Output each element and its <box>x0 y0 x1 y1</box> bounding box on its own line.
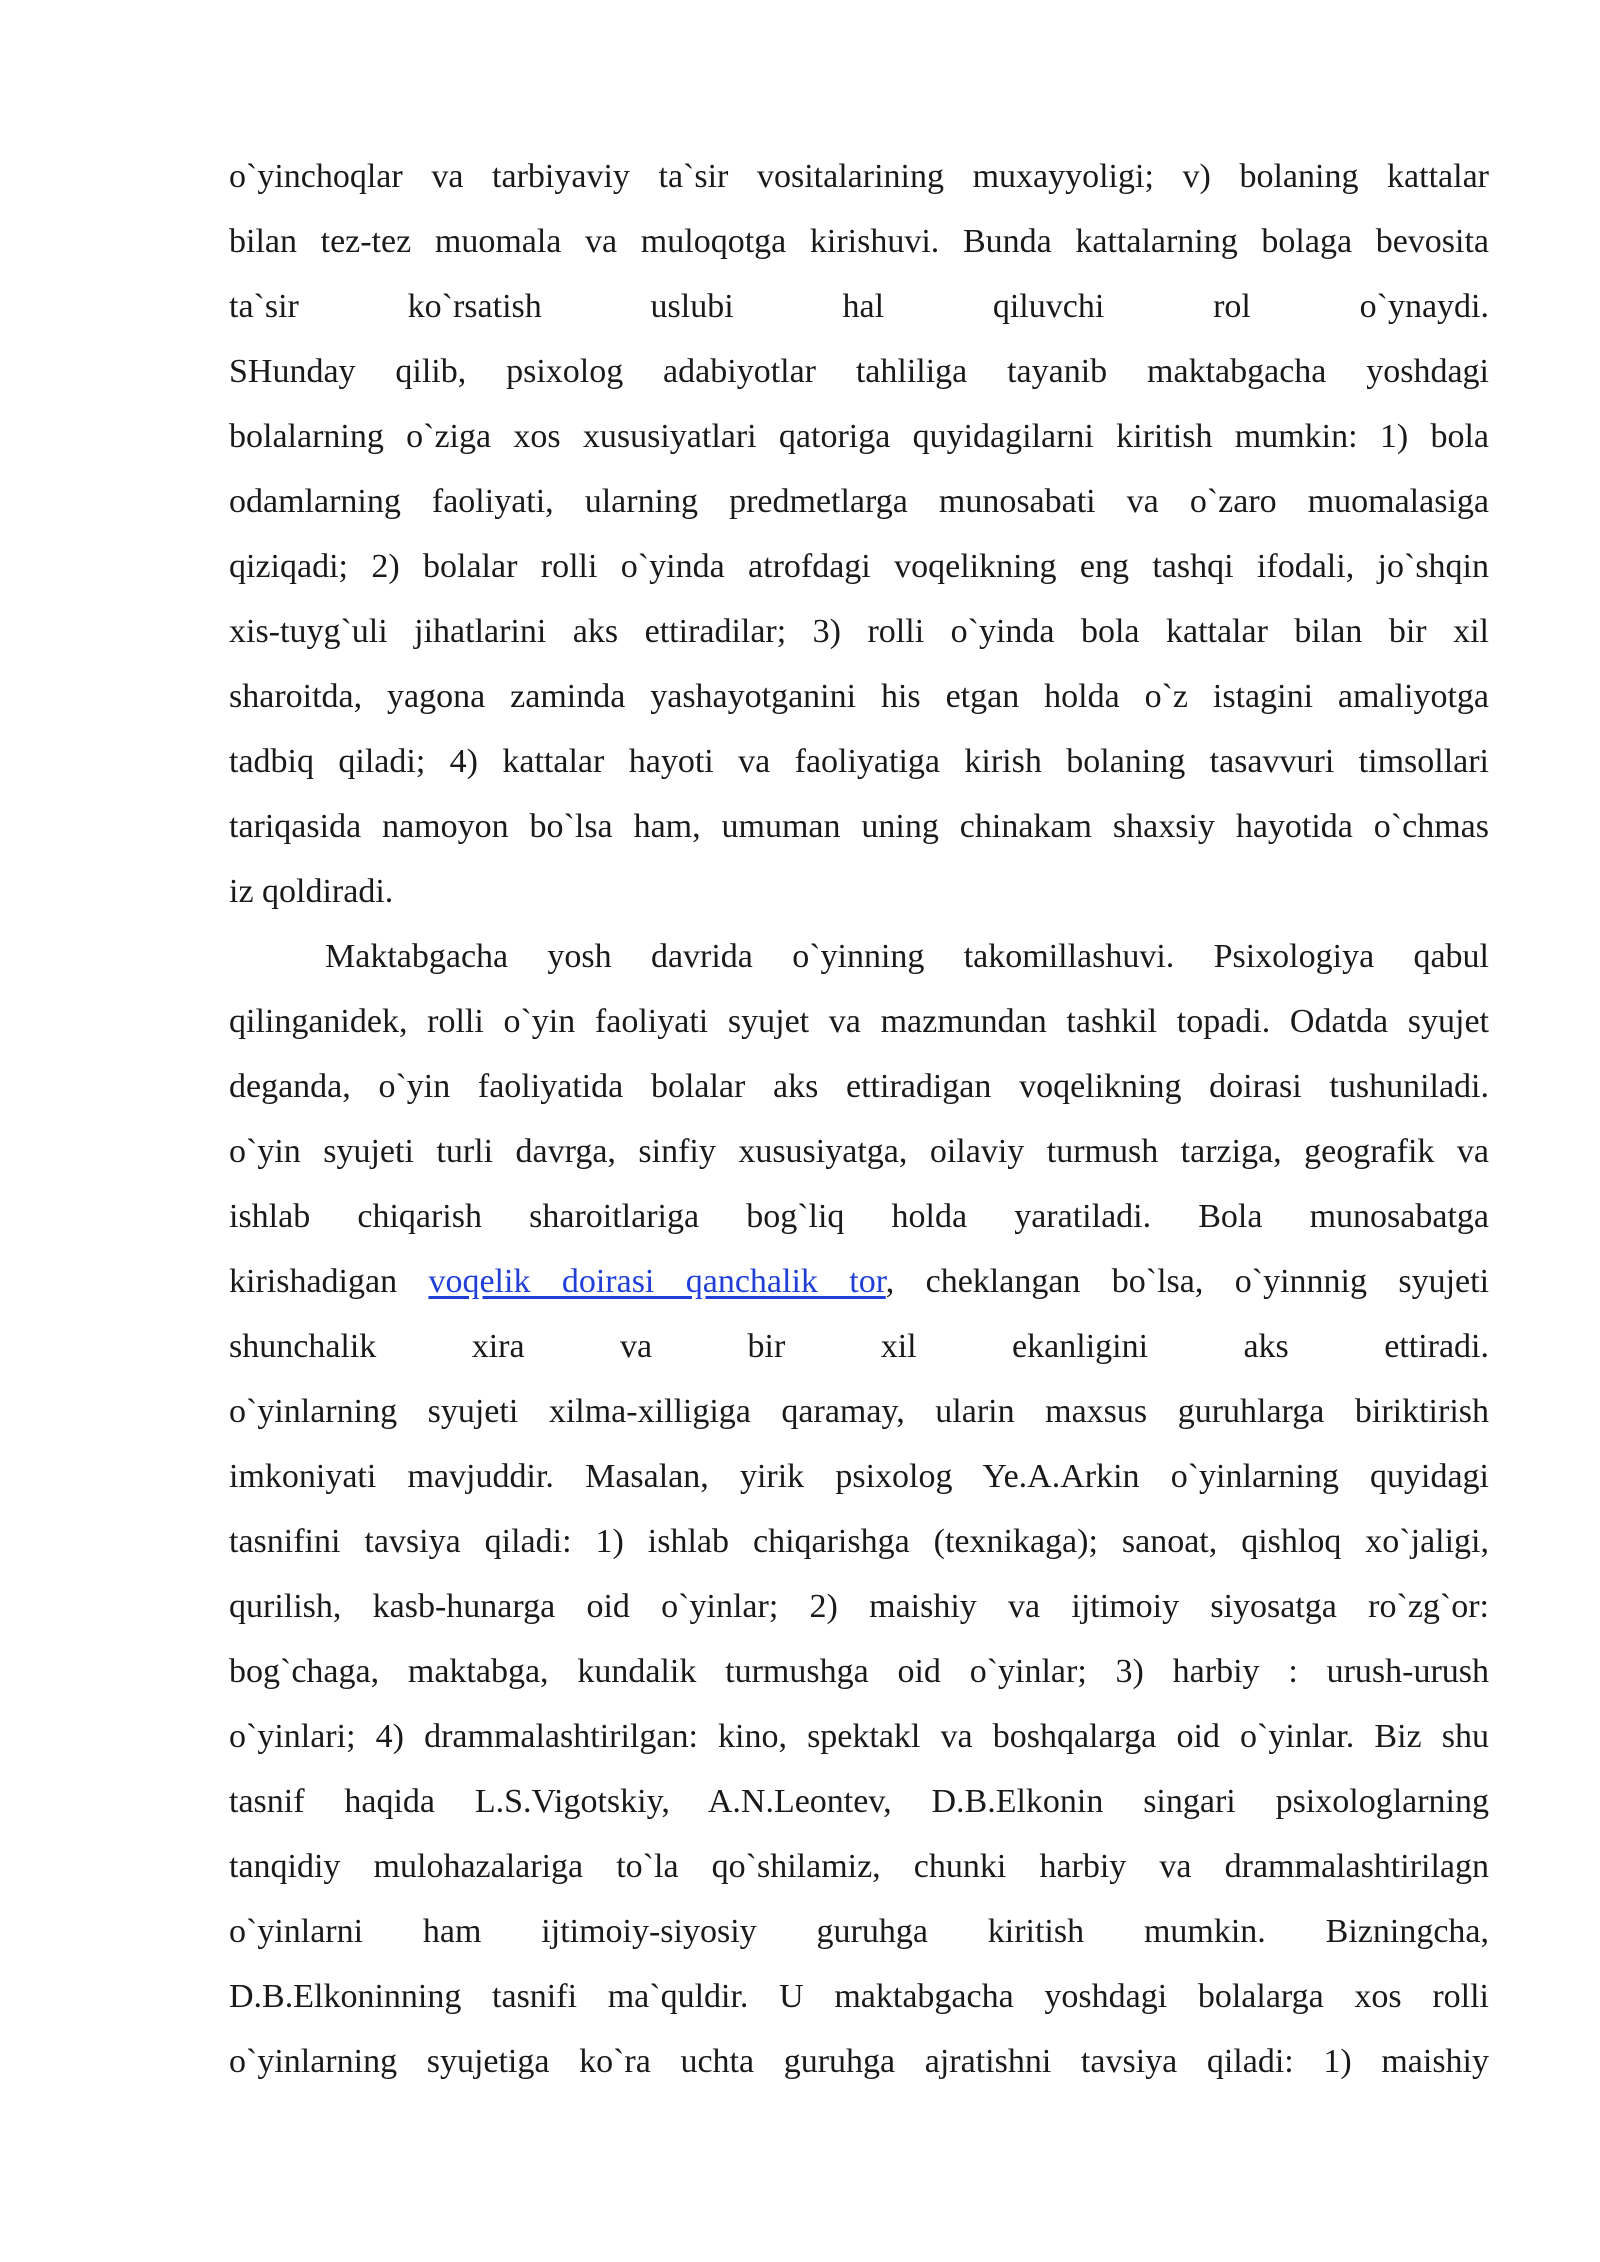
text-line: tariqasida namoyon bo`lsa ham, umuman uning chinakam shaxsiy hayotida o`chmas <box>229 808 1489 845</box>
text-line: shunchalik xira va bir xil ekanligini aks ettiradi. <box>229 1328 1489 1365</box>
text-line: o`yinchoqlar va tarbiyaviy ta`sir vositalarining muxayyoligi; v) bolaning kattalar <box>229 158 1489 195</box>
text-line: imkoniyati mavjuddir. Masalan, yirik psixolog Ye.A.Arkin o`yinlarning quyidagi <box>229 1458 1489 1495</box>
text-line: tanqidiy mulohazalariga to`la qo`shilamiz, chunki harbiy va drammalashtirilagn <box>229 1848 1489 1885</box>
text-fragment: kirishadigan <box>229 1263 398 1300</box>
text-line: D.B.Elkoninning tasnifi ma`quldir. U maktabgacha yoshdagi bolalarga xos rolli <box>229 1978 1489 2015</box>
text-line: bog`chaga, maktabga, kundalik turmushga oid o`yinlar; 3) harbiy : urush-urush <box>229 1653 1489 1690</box>
text-line: qurilish, kasb-hunarga oid o`yinlar; 2) maishiy va ijtimoiy siyosatga ro`zg`or: <box>229 1588 1489 1625</box>
text-line: tasnif haqida L.S.Vigotskiy, A.N.Leontev, D.B.Elkonin singari psixologlarning <box>229 1783 1489 1820</box>
text-line: ta`sir ko`rsatish uslubi hal qiluvchi rol o`ynaydi. <box>229 288 1489 325</box>
text-line: o`yinlarning syujetiga ko`ra uchta guruhga ajratishni tavsiya qiladi: 1) maishiy <box>229 2043 1489 2080</box>
text-line-with-link <box>229 1249 1489 1314</box>
text-line: qiziqadi; 2) bolalar rolli o`yinda atrofdagi voqelikning eng tashqi ifodali, jo`shqin <box>229 548 1489 585</box>
text-line: bilan tez-tez muomala va muloqotga kirishuvi. Bunda kattalarning bolaga bevosita <box>229 223 1489 260</box>
text-line: o`yinlarni ham ijtimoiy-siyosiy guruhga kiritish mumkin. Bizningcha, <box>229 1913 1489 1950</box>
text-line: iz qoldiradi. <box>229 873 394 910</box>
text-line: o`yin syujeti turli davrga, sinfiy xususiyatga, oilaviy turmush tarziga, geografik va <box>229 1133 1489 1170</box>
text-line: deganda, o`yin faoliyatida bolalar aks ettiradigan voqelikning doirasi tushuniladi. <box>229 1068 1489 1105</box>
inline-hyperlink[interactable]: voqelik doirasi qanchalik tor <box>428 1263 886 1300</box>
text-line: o`yinlari; 4) drammalashtirilgan: kino, spektakl va boshqalarga oid o`yinlar. Biz shu <box>229 1718 1489 1755</box>
document-page <box>229 144 1489 2094</box>
text-line: bolalarning o`ziga xos xususiyatlari qatoriga quyidagilarni kiritish mumkin: 1) bola <box>229 418 1489 455</box>
text-line: xis-tuyg`uli jihatlarini aks ettiradilar; 3) rolli o`yinda bola kattalar bilan bir xil <box>229 613 1489 650</box>
paragraph-1 <box>229 144 1489 924</box>
text-line: sharoitda, yagona zaminda yashayotganini his etgan holda o`z istagini amaliyotga <box>229 678 1489 715</box>
text-line: o`yinlarning syujeti xilma-xilligiga qaramay, ularin maxsus guruhlarga biriktirish <box>229 1393 1489 1430</box>
text-line: tasnifini tavsiya qiladi: 1) ishlab chiqarishga (texnikaga); sanoat, qishloq xo`jaligi, <box>229 1523 1489 1560</box>
paragraph-2 <box>229 924 1489 2094</box>
text-fragment: , cheklangan bo`lsa, o`yinnnig syujeti <box>885 1263 1490 1300</box>
text-line: odamlarning faoliyati, ularning predmetlarga munosabati va o`zaro muomalasiga <box>229 483 1489 520</box>
text-line: qilinganidek, rolli o`yin faoliyati syujet va mazmundan tashkil topadi. Odatda syujet <box>229 1003 1489 1040</box>
text-line: tadbiq qiladi; 4) kattalar hayoti va faoliyatiga kirish bolaning tasavvuri timsollari <box>229 743 1489 780</box>
text-line: Maktabgacha yosh davrida o`yinning takomillashuvi. Psixologiya qabul <box>325 938 1489 975</box>
text-line: ishlab chiqarish sharoitlariga bog`liq holda yaratiladi. Bola munosabatga <box>229 1198 1489 1235</box>
text-line: SHunday qilib, psixolog adabiyotlar tahliliga tayanib maktabgacha yoshdagi <box>229 353 1489 390</box>
